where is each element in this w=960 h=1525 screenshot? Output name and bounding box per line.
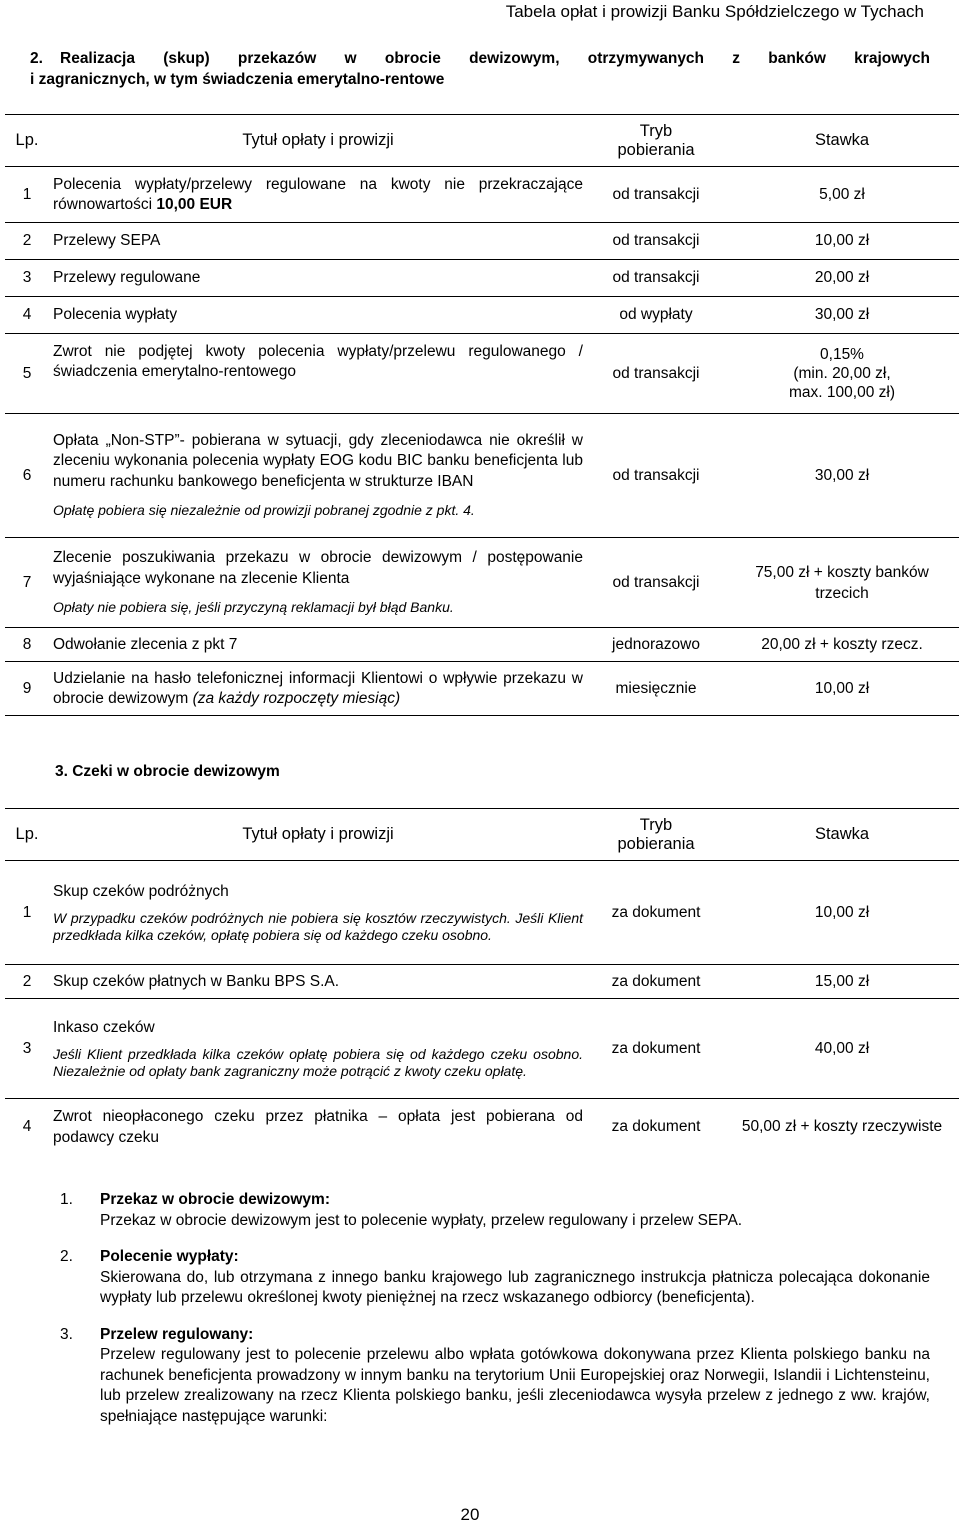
table-row: 2 Skup czeków płatnych w Banku BPS S.A. za dokument 15,00 zł (5, 965, 959, 999)
section-title-line1: Realizacja (skup) przekazów w obrocie dewizowym, otrzymywanych z banków krajowych (60, 50, 930, 67)
header-stawka: Stawka (814, 825, 870, 843)
table-row: 1 Skup czeków podróżnych W przypadku czeków podróżnych nie pobiera się kosztów rzeczywistych. Jeśli Klient przedkłada kilka czeków, opłatę pobiera się od każdego czeku osobno. za dokument 10,00 zł (5, 861, 959, 965)
header-title: Tytuł opłaty i prowizji (242, 825, 394, 843)
table-row: 6 Opłata „Non-STP”- pobierana w sytuacji, gdy zleceniodawca nie określił w zleceniu wykonania polecenia wypłaty EOG kodu BIC banku beneficjenta lub numeru rachunku bankowego beneficjenta w strukturze IBAN Opłatę pobiera się niezależnie od prowizji pobranej zgodnie z pkt. 4. od transakcji 30,00 zł (5, 414, 959, 538)
table-row: 5 Zwrot nie podjętej kwoty polecenia wypłaty/przelewu regulowanego / świadczenia emerytalno-rentowego od transakcji 0,15% (min. 20,00 zł, max. 100,00 zł) (5, 334, 959, 414)
definitions-list (60, 1190, 930, 1443)
table-row: 9 Udzielanie na hasło telefonicznej informacji Klientowi o wpływie przekazu w obrocie dewizowym (za każdy rozpoczęty miesiąc) miesięcznie 10,00 zł (5, 662, 959, 716)
header-lp: Lp. (15, 131, 39, 149)
header-tryb: Tryb pobierania (617, 121, 695, 159)
header-tryb: Tryb pobierania (617, 815, 695, 853)
table-row: 4 Polecenia wypłaty od wypłaty 30,00 zł (5, 297, 959, 334)
table-row: 3 Inkaso czeków Jeśli Klient przedkłada kilka czeków opłatę pobiera się od każdego czeku osobno. Niezależnie od opłaty bank zagraniczny może potrącić z kwoty czeku opłatę. za dokument 40,00 zł (5, 999, 959, 1099)
section-2-title (30, 48, 930, 90)
page-number: 20 (460, 1505, 480, 1524)
section-3-title: 3. Czeki w obrocie dewizowym (55, 763, 280, 780)
definition-item: 1. Przekaz w obrocie dewizowym: Przekaz w obrocie dewizowym jest to polecenie wypłaty, przelew regulowany i przelew SEPA. (60, 1191, 743, 1229)
section-number: 2. (30, 50, 43, 67)
table-row: 8 Odwołanie zlecenia z pkt 7 jednorazowo 20,00 zł + koszty rzecz. (5, 628, 959, 662)
header-stawka: Stawka (814, 131, 870, 149)
header-lp: Lp. (15, 825, 39, 843)
definition-item: 2. Polecenie wypłaty: Skierowana do, lub otrzymana z innego banku krajowego lub zagranicznego instrukcja płatnicza polecająca dokonanie wypłaty lub przelewu określonej kwoty pieniężnej na rzecz wskazanego odbiorcy (beneficjenta). (60, 1248, 930, 1306)
header-title: Tytuł opłaty i prowizji (242, 131, 394, 149)
definition-item: 3. Przelew regulowany: Przelew regulowany jest to polecenie przelewu albo wpłata gotówkowa dokonywana przez Klienta polskiego banku na rachunek beneficjenta prowadzony w innym banku na terytorium Unii Europejskiej oraz Norwegii, Islandii i Lichtensteinu, lub przelew zrealizowany na rzecz Klienta polskiego banku, jeśli zleceniodawca wysyła przelew z jednego z ww. krajów, spełniające następujące warunki: (60, 1325, 930, 1425)
fees-table-section-2 (5, 114, 959, 716)
table-row: 7 Zlecenie poszukiwania przekazu w obrocie dewizowym / postępowanie wyjaśniające wykonane na zlecenie Klienta Opłaty nie pobiera się, jeśli przyczyną reklamacji był błąd Banku. od transakcji 75,00 zł + koszty banków trzecich (5, 538, 959, 628)
table-row: 2 Przelewy SEPA od transakcji 10,00 zł (5, 223, 959, 260)
table-row: 1 Polecenia wypłaty/przelewy regulowane na kwoty nie przekraczające równowartości 10,00 EUR od transakcji 5,00 zł (5, 167, 959, 223)
section-title-line2: i zagranicznych, w tym świadczenia emerytalno-rentowe (30, 71, 445, 88)
fees-table-section-3 (5, 808, 959, 1155)
table-row: 4 Zwrot nieopłaconego czeku przez płatnika – opłata jest pobierana od podawcy czeku za dokument 50,00 zł + koszty rzeczywiste (22, 1107, 943, 1146)
document-header: Tabela opłat i prowizji Banku Spółdzielczego w Tychach (505, 2, 924, 21)
table-row: 3 Przelewy regulowane od transakcji 20,00 zł (5, 260, 959, 297)
